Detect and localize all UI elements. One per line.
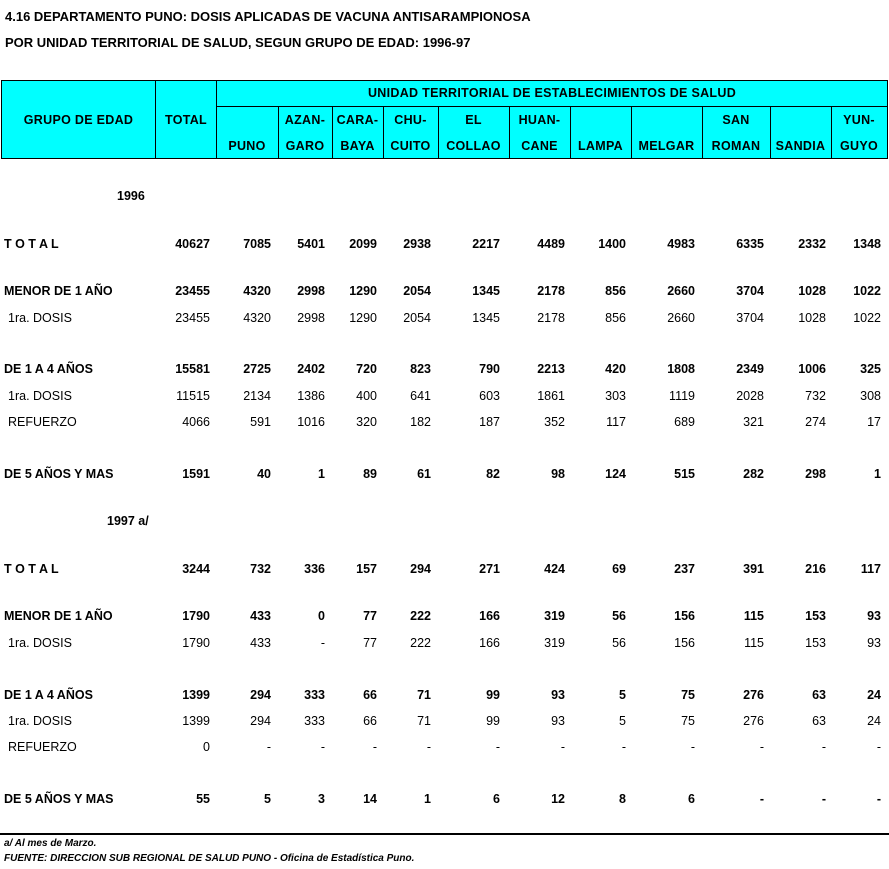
table-title: 4.16 DEPARTAMENTO PUNO: DOSIS APLICADAS DE VACUNA ANTISARAMPIONOSA (5, 9, 531, 24)
value-cell: 1028 (798, 284, 826, 298)
value-cell: 1022 (853, 311, 881, 325)
value-cell: 8 (619, 792, 626, 806)
value-cell: 153 (805, 636, 826, 650)
header-unit-label: UNIDAD TERRITORIAL DE ESTABLECIMIENTOS DE SALUD (367, 86, 737, 100)
table-row (0, 714, 889, 730)
total-cell: 40627 (175, 237, 210, 251)
value-cell: 7085 (243, 237, 271, 251)
value-cell: 93 (867, 609, 881, 623)
value-cell: 69 (612, 562, 626, 576)
header-column-line2: BAYA (340, 139, 375, 153)
value-cell: 2178 (537, 284, 565, 298)
table-subtitle: POR UNIDAD TERRITORIAL DE SALUD, SEGUN GRUPO DE EDAD: 1996-97 (5, 35, 471, 50)
value-cell: 641 (410, 389, 431, 403)
value-cell: 1 (424, 792, 431, 806)
table-row (0, 792, 889, 808)
total-cell: 1399 (182, 688, 210, 702)
value-cell: 325 (860, 362, 881, 376)
value-cell: 115 (744, 636, 764, 650)
table-row (0, 362, 889, 378)
value-cell: 56 (612, 636, 626, 650)
total-cell: 11515 (176, 389, 210, 403)
value-cell: 1 (318, 467, 325, 481)
header-column-line1: HUAN- (518, 113, 561, 127)
value-cell: - (320, 740, 325, 754)
value-cell: 12 (551, 792, 565, 806)
value-cell: 6335 (736, 237, 764, 251)
value-cell: 2178 (537, 311, 565, 325)
value-cell: 424 (544, 562, 565, 576)
value-cell: 63 (812, 688, 826, 702)
value-cell: 14 (363, 792, 377, 806)
year-label: 1996 (117, 189, 145, 203)
value-cell: - (495, 740, 500, 754)
value-cell: 1808 (667, 362, 695, 376)
value-cell: 336 (304, 562, 325, 576)
value-cell: - (759, 792, 764, 806)
value-cell: 82 (486, 467, 500, 481)
value-cell: 187 (479, 415, 500, 429)
value-cell: 71 (417, 688, 431, 702)
value-cell: - (876, 740, 881, 754)
row-label: DE 5 AÑOS Y MAS (4, 792, 114, 806)
value-cell: 99 (486, 688, 500, 702)
value-cell: 1290 (349, 311, 377, 325)
table-row (0, 609, 889, 625)
value-cell: 2054 (403, 284, 431, 298)
header-column-line2: MELGAR (638, 139, 695, 153)
value-cell: 352 (544, 415, 565, 429)
value-cell: 66 (363, 714, 377, 728)
header-column-line1: YUN- (843, 113, 875, 127)
header-column-line2: CUITO (390, 139, 431, 153)
header-column-line2: GUYO (839, 139, 878, 153)
value-cell: 321 (743, 415, 764, 429)
value-cell: 2099 (349, 237, 377, 251)
header-column-line1: AZAN- (284, 113, 326, 127)
value-cell: 24 (867, 714, 881, 728)
value-cell: 2402 (297, 362, 325, 376)
value-cell: 294 (410, 562, 431, 576)
total-cell: 23455 (175, 284, 210, 298)
header-total-label: TOTAL (164, 113, 207, 127)
value-cell: 1 (874, 467, 881, 481)
header-column-line2: GARO (285, 139, 325, 153)
row-label: 1ra. DOSIS (8, 389, 72, 403)
value-cell: 5 (264, 792, 271, 806)
value-cell: - (821, 740, 826, 754)
year-label: 1997 a/ (107, 514, 149, 528)
footnote-source: FUENTE: DIRECCION SUB REGIONAL DE SALUD PUNO - Oficina de Estadística Puno. (4, 853, 415, 864)
value-cell: 320 (356, 415, 377, 429)
value-cell: 2134 (243, 389, 271, 403)
value-cell: 823 (410, 362, 431, 376)
value-cell: 56 (612, 609, 626, 623)
value-cell: 2028 (736, 389, 764, 403)
value-cell: 17 (867, 415, 881, 429)
value-cell: 319 (544, 636, 565, 650)
value-cell: 591 (250, 415, 271, 429)
value-cell: - (821, 792, 826, 806)
row-label: DE 5 AÑOS Y MAS (4, 467, 114, 481)
table-row (0, 740, 889, 756)
value-cell: 1345 (472, 311, 500, 325)
value-cell: 2998 (297, 284, 325, 298)
value-cell: 282 (743, 467, 764, 481)
value-cell: 93 (551, 688, 565, 702)
value-cell: - (621, 740, 626, 754)
value-cell: 333 (304, 714, 325, 728)
value-cell: 216 (805, 562, 826, 576)
value-cell: 156 (674, 609, 695, 623)
value-cell: 4983 (667, 237, 695, 251)
total-cell: 55 (196, 792, 210, 806)
table-row (0, 389, 889, 405)
value-cell: 1386 (297, 389, 325, 403)
value-cell: 124 (605, 467, 626, 481)
value-cell: 1345 (472, 284, 500, 298)
value-cell: 2938 (403, 237, 431, 251)
total-cell: 1790 (182, 609, 210, 623)
value-cell: - (320, 636, 325, 650)
value-cell: 63 (812, 714, 826, 728)
row-label: DE 1 A 4 AÑOS (4, 688, 93, 702)
value-cell: 182 (410, 415, 431, 429)
total-cell: 1790 (182, 636, 210, 650)
value-cell: 790 (479, 362, 500, 376)
value-cell: 5 (619, 688, 626, 702)
header-group-label: GRUPO DE EDAD (23, 113, 134, 127)
value-cell: 2213 (537, 362, 565, 376)
value-cell: 222 (410, 636, 431, 650)
value-cell: 89 (363, 467, 377, 481)
value-cell: 276 (743, 714, 764, 728)
value-cell: 298 (805, 467, 826, 481)
value-cell: 400 (356, 389, 377, 403)
table-row (0, 311, 889, 327)
value-cell: 2998 (297, 311, 325, 325)
value-cell: 5401 (297, 237, 325, 251)
table-row (0, 415, 889, 431)
row-label: T O T A L (4, 562, 59, 576)
value-cell: 420 (605, 362, 626, 376)
header-column-line1: CARA- (336, 113, 379, 127)
row-label: MENOR DE 1 AÑO (4, 609, 113, 623)
value-cell: 6 (688, 792, 695, 806)
total-cell: 3244 (182, 562, 210, 576)
footnote-note: a/ Al mes de Marzo. (4, 838, 97, 849)
row-label: MENOR DE 1 AÑO (4, 284, 113, 298)
value-cell: 308 (860, 389, 881, 403)
value-cell: 1006 (798, 362, 826, 376)
value-cell: - (372, 740, 377, 754)
value-cell: 319 (544, 609, 565, 623)
value-cell: 3 (318, 792, 325, 806)
total-cell: 23455 (175, 311, 210, 325)
row-label: 1ra. DOSIS (8, 311, 72, 325)
value-cell: 276 (743, 688, 764, 702)
value-cell: 157 (356, 562, 377, 576)
header-column-line1: CHU- (394, 113, 427, 127)
value-cell: 333 (304, 688, 325, 702)
row-label: REFUERZO (8, 740, 77, 754)
total-cell: 15581 (175, 362, 210, 376)
value-cell: 93 (551, 714, 565, 728)
value-cell: 66 (363, 688, 377, 702)
value-cell: - (690, 740, 695, 754)
value-cell: 274 (805, 415, 826, 429)
row-label: 1ra. DOSIS (8, 636, 72, 650)
value-cell: 2054 (403, 311, 431, 325)
header-column-line2: PUNO (228, 139, 266, 153)
value-cell: 99 (486, 714, 500, 728)
value-cell: 433 (250, 609, 271, 623)
value-cell: 433 (250, 636, 271, 650)
value-cell: 98 (551, 467, 565, 481)
header-column-line1: SAN (722, 113, 750, 127)
value-cell: 2725 (243, 362, 271, 376)
value-cell: 1290 (349, 284, 377, 298)
value-cell: 166 (479, 609, 500, 623)
value-cell: 720 (356, 362, 377, 376)
row-label: DE 1 A 4 AÑOS (4, 362, 93, 376)
value-cell: 1016 (297, 415, 325, 429)
value-cell: 115 (743, 609, 764, 623)
value-cell: 222 (410, 609, 431, 623)
value-cell: 237 (674, 562, 695, 576)
total-cell: 4066 (182, 415, 210, 429)
bottom-rule (0, 833, 889, 835)
value-cell: 166 (479, 636, 500, 650)
value-cell: 77 (363, 609, 377, 623)
value-cell: 6 (493, 792, 500, 806)
value-cell: 271 (479, 562, 500, 576)
total-cell: 1591 (182, 467, 210, 481)
value-cell: 732 (250, 562, 271, 576)
value-cell: 1022 (853, 284, 881, 298)
value-cell: 3704 (736, 311, 764, 325)
value-cell: 1861 (537, 389, 565, 403)
value-cell: 5 (619, 714, 626, 728)
value-cell: 1400 (598, 237, 626, 251)
value-cell: 24 (867, 688, 881, 702)
table-row (0, 562, 889, 578)
value-cell: 856 (605, 284, 626, 298)
header-column-line2: LAMPA (577, 139, 623, 153)
header-column-line2: SANDIA (775, 139, 826, 153)
value-cell: 71 (417, 714, 431, 728)
value-cell: 391 (743, 562, 764, 576)
value-cell: 294 (250, 714, 271, 728)
value-cell: 75 (681, 688, 695, 702)
table-row (0, 636, 889, 652)
value-cell: 77 (363, 636, 377, 650)
table-row (0, 467, 889, 483)
value-cell: 515 (674, 467, 695, 481)
value-cell: 2217 (472, 237, 500, 251)
row-label: T O T A L (4, 237, 59, 251)
value-cell: 1119 (669, 389, 695, 403)
value-cell: 75 (681, 714, 695, 728)
value-cell: 156 (674, 636, 695, 650)
row-label: REFUERZO (8, 415, 77, 429)
value-cell: - (876, 792, 881, 806)
value-cell: 117 (860, 562, 881, 576)
value-cell: 4320 (243, 284, 271, 298)
value-cell: 2332 (798, 237, 826, 251)
table-row (0, 237, 889, 253)
value-cell: - (266, 740, 271, 754)
value-cell: 117 (606, 415, 626, 429)
value-cell: - (759, 740, 764, 754)
table-row (0, 284, 889, 300)
value-cell: 3704 (736, 284, 764, 298)
value-cell: 0 (318, 609, 325, 623)
header-column-line2: CANE (521, 139, 558, 153)
total-cell: 1399 (182, 714, 210, 728)
header-column-line2: ROMAN (711, 139, 761, 153)
header-column-line1: EL (465, 113, 482, 127)
value-cell: 856 (605, 311, 626, 325)
value-cell: 4489 (537, 237, 565, 251)
value-cell: 1028 (798, 311, 826, 325)
value-cell: 603 (479, 389, 500, 403)
value-cell: 4320 (243, 311, 271, 325)
header-column-line2: COLLAO (446, 139, 501, 153)
row-label: 1ra. DOSIS (8, 714, 72, 728)
value-cell: 2660 (667, 311, 695, 325)
value-cell: 2660 (667, 284, 695, 298)
value-cell: - (426, 740, 431, 754)
value-cell: 732 (805, 389, 826, 403)
value-cell: 40 (257, 467, 271, 481)
value-cell: 2349 (736, 362, 764, 376)
value-cell: 689 (674, 415, 695, 429)
value-cell: 153 (805, 609, 826, 623)
value-cell: 294 (250, 688, 271, 702)
value-cell: - (560, 740, 565, 754)
total-cell: 0 (203, 740, 210, 754)
value-cell: 61 (417, 467, 431, 481)
table-row (0, 688, 889, 704)
value-cell: 303 (605, 389, 626, 403)
value-cell: 93 (867, 636, 881, 650)
value-cell: 1348 (853, 237, 881, 251)
